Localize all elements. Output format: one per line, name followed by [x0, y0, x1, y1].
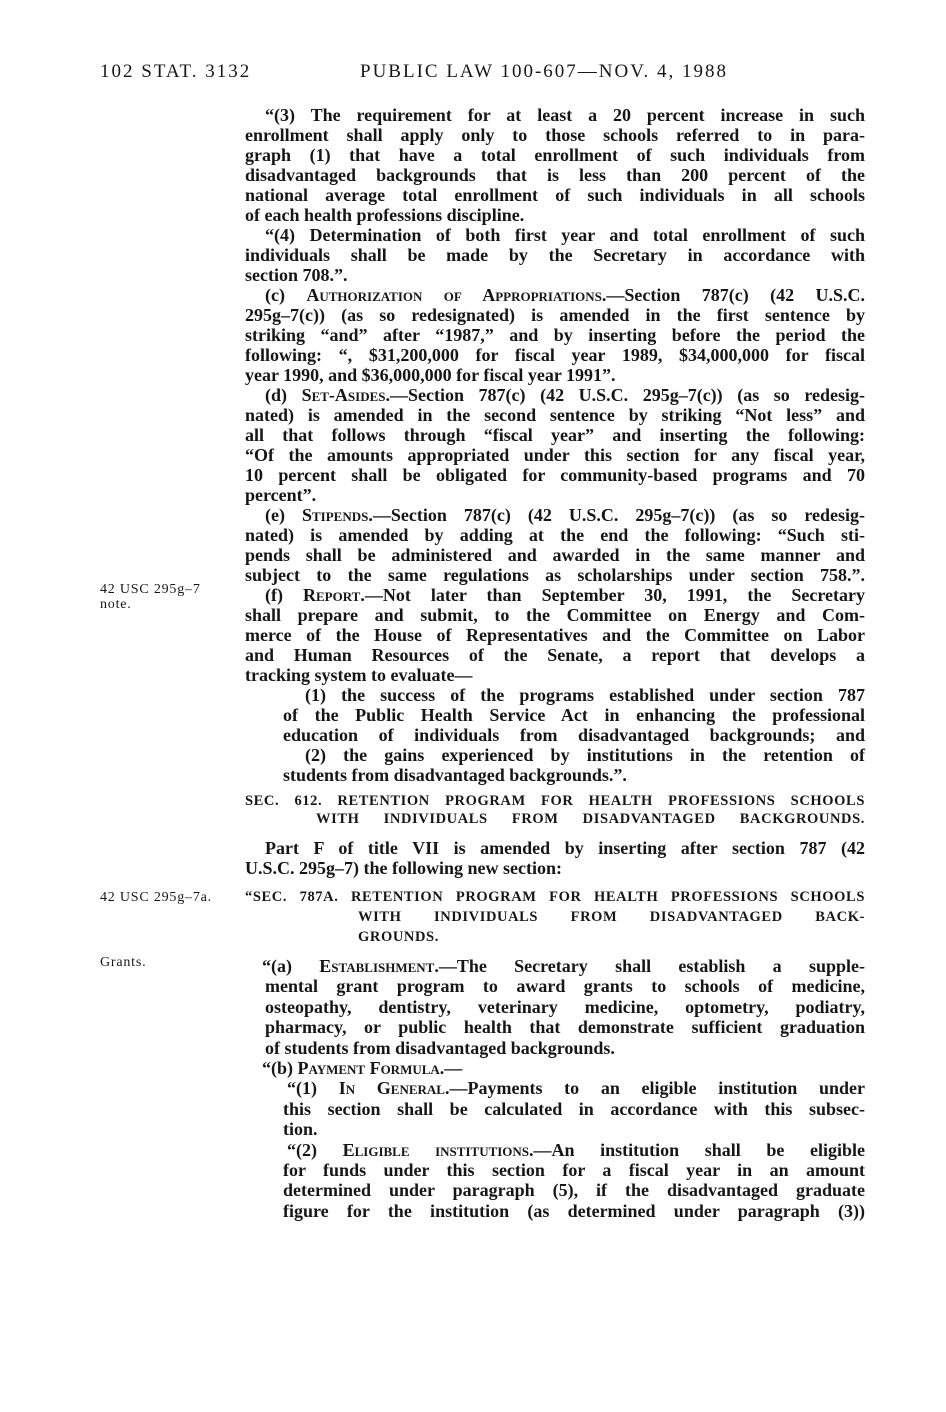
subsection-label: (e) [265, 505, 302, 525]
paragraph-b1-line: this section shall be calculated in accordance with this subsec- [283, 1098, 865, 1119]
subsection-text: .—Not later than September 30, 1991, the Secretary [360, 585, 865, 605]
paragraph-4-line: individuals shall be made by the Secretary in accordance with [245, 245, 865, 265]
paragraph-f2-line: (2) the gains experienced by institutions in the retention of [305, 745, 865, 765]
paragraph-f2-line: students from disadvantaged backgrounds.”. [283, 765, 627, 785]
subsection-label: “(a) [262, 956, 320, 976]
subsection-d-line: “Of the amounts appropriated under this section for any fiscal year, [245, 445, 865, 465]
paragraph-4-line: “(4) Determination of both first year and total enrollment of such [265, 225, 865, 245]
margin-note-grants: Grants. [100, 955, 147, 970]
subsection-text: .—Section 787(c) (42 U.S.C. 295g–7(c)) (as so redesig- [385, 385, 866, 405]
paragraph-3-line: enrollment shall apply only to those schools referred to in para- [245, 125, 865, 145]
subsection-d-line: 10 percent shall be obligated for community-based programs and 70 [245, 465, 865, 485]
subsection-label: “(b) [262, 1058, 298, 1079]
subsection-e-line: nated) is amended by adding at the end the following: “Such sti- [245, 525, 865, 545]
subsection-b-heading-line [245, 1058, 865, 1078]
subsection-text: .—Section 787(c) (42 U.S.C. 295g–7(c)) (as so redesig- [368, 505, 865, 525]
section-611-continuation [245, 105, 865, 785]
margin-note-line: 42 USC 295g–7 [100, 582, 201, 597]
subsection-a-line: mental grant program to award grants to schools of medicine, [265, 976, 865, 997]
subsection-text: .—The Secretary shall establish a supple- [434, 956, 865, 976]
subsection-a-line: pharmacy, or public health that demonstrate sufficient graduation [265, 1017, 865, 1038]
paragraph-b1-line: tion. [283, 1119, 318, 1140]
subsection-f-line: and Human Resources of the Senate, a report that develops a [245, 645, 865, 665]
paragraph-label: “(2) [287, 1139, 343, 1160]
paragraph-b1-first-line [245, 1078, 865, 1098]
subsection-d-first-line [245, 385, 865, 405]
paragraph-3-line: disadvantaged backgrounds that is less than 200 percent of the [245, 165, 865, 185]
paragraph-b2-line: figure for the institution (as determined under paragraph (3)) [283, 1200, 865, 1221]
margin-note-line: note. [100, 597, 132, 612]
subsection-a-line: of students from disadvantaged backgrounds. [265, 1037, 615, 1058]
subsection-heading: Authorization of Appropriations [306, 285, 602, 305]
subsection-a-first-line [245, 956, 865, 976]
subsection-e-first-line [245, 505, 865, 525]
section-heading-line: SEC. 612. RETENTION PROGRAM FOR HEALTH PROFESSIONS SCHOOLS [245, 793, 865, 809]
subsection-heading: Payment Formula [297, 1058, 440, 1079]
subsection-c-first-line [245, 285, 865, 305]
subsection-heading: Set-Asides [301, 385, 386, 405]
subsection-f-line: tracking system to evaluate— [245, 665, 473, 685]
paragraph-3-line: national average total enrollment of such individuals in all schools [245, 185, 865, 205]
section-heading-line: “SEC. 787A. RETENTION PROGRAM FOR HEALTH PROFESSIONS SCHOOLS [245, 889, 865, 905]
subsection-f-first-line [245, 585, 865, 605]
paragraph-f1-line: (1) the success of the programs established under section 787 [305, 685, 865, 705]
subsection-c-line: striking “and” after “1987,” and by inserting before the period the [245, 325, 865, 345]
public-law-date-header: PUBLIC LAW 100-607—NOV. 4, 1988 [360, 61, 729, 82]
margin-note-usc-295g-7a: 42 USC 295g–7a. [100, 890, 212, 905]
intro-line: Part F of title VII is amended by inserting after section 787 (42 [265, 838, 865, 858]
subsection-label: (c) [265, 285, 307, 305]
subsection-e-line: subject to the same regulations as scholarships under section 758.”. [245, 565, 865, 585]
subsection-c-line: year 1990, and $36,000,000 for fiscal year 1991”. [245, 365, 616, 385]
section-787a-heading [245, 887, 865, 947]
section-heading-line: WITH INDIVIDUALS FROM DISADVANTAGED BACKGROUNDS. [316, 811, 865, 827]
section-heading-line: GROUNDS. [358, 929, 439, 945]
stat-page-number: 102 STAT. 3132 [100, 61, 252, 82]
section-787a-body [245, 956, 865, 1221]
subsection-heading: Establishment [319, 956, 435, 976]
subsection-heading: Stipends [301, 505, 369, 525]
subsection-label: (d) [265, 385, 302, 405]
subsection-f-line: merce of the House of Representatives and the Committee on Labor [245, 625, 865, 645]
subsection-c-line: 295g–7(c)) (as so redesignated) is amended in the first sentence by [245, 305, 865, 325]
subsection-f-line: shall prepare and submit, to the Committee on Energy and Com- [245, 605, 865, 625]
subsection-text: .—Section 787(c) (42 U.S.C. [601, 285, 865, 305]
subsection-c-line: following: “, $31,200,000 for fiscal year 1989, $34,000,000 for fiscal [245, 345, 865, 365]
paragraph-b2-line: for funds under this section for a fiscal year in an amount [283, 1160, 865, 1181]
paragraph-f1-line: education of individuals from disadvantaged backgrounds; and [283, 725, 865, 745]
section-612-intro [245, 838, 865, 878]
paragraph-3-line: “(3) The requirement for at least a 20 percent increase in such [265, 105, 865, 125]
paragraph-heading: Eligible institutions [342, 1139, 530, 1160]
subsection-e-line: pends shall be administered and awarded in the same manner and [245, 545, 865, 565]
section-heading-line: WITH INDIVIDUALS FROM DISADVANTAGED BACK- [358, 909, 865, 925]
intro-line: U.S.C. 295g–7) the following new section: [245, 858, 562, 878]
paragraph-b2-line: determined under paragraph (5), if the disadvantaged graduate [283, 1180, 865, 1201]
paragraph-4-line: section 708.”. [245, 265, 348, 285]
paragraph-heading: In General [338, 1078, 445, 1099]
paragraph-b2-first-line [245, 1140, 865, 1160]
margin-note-usc-295g-7 [100, 582, 201, 612]
paragraph-3-line: graph (1) that have a total enrollment of such individuals from [245, 145, 865, 165]
subsection-d-line: all that follows through “fiscal year” and inserting the following: [245, 425, 865, 445]
paragraph-label: “(1) [287, 1078, 339, 1099]
subsection-label: (f) [265, 585, 304, 605]
paragraph-f1-line: of the Public Health Service Act in enhancing the professional [283, 705, 865, 725]
subsection-d-line: percent”. [245, 485, 317, 505]
paragraph-text: .—Payments to an eligible institution under [444, 1078, 865, 1099]
subsection-text: .— [439, 1058, 463, 1079]
subsection-a-line: osteopathy, dentistry, veterinary medicine, optometry, podiatry, [265, 996, 865, 1017]
subsection-d-line: nated) is amended in the second sentence by striking “Not less” and [245, 405, 865, 425]
section-612-heading [245, 792, 865, 828]
subsection-heading: Report [303, 585, 361, 605]
paragraph-3-line: of each health professions discipline. [245, 205, 525, 225]
paragraph-text: .—An institution shall be eligible [529, 1139, 865, 1160]
